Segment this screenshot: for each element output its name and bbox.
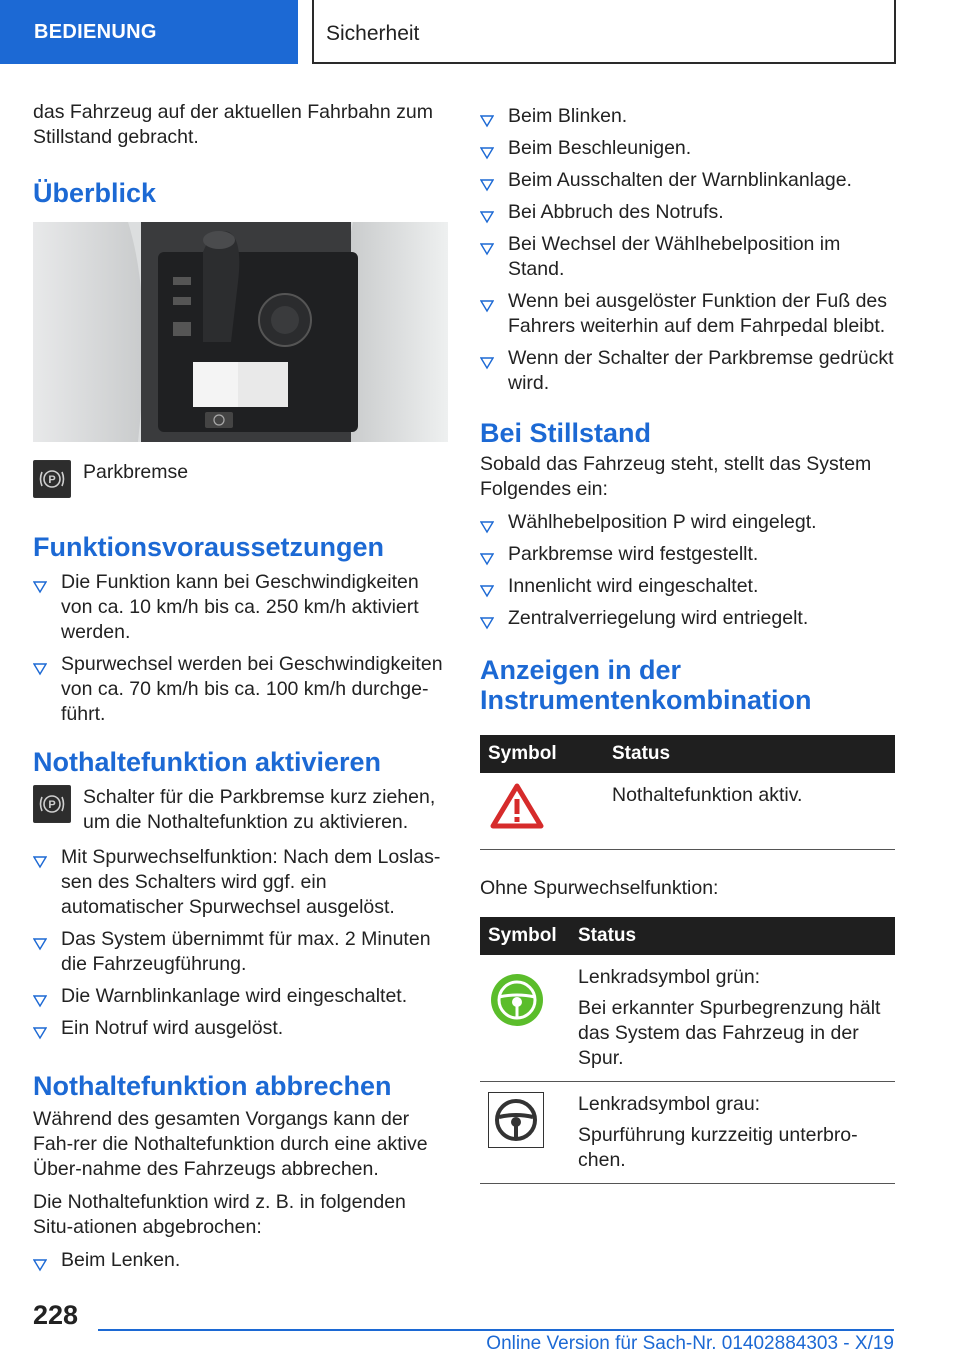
display-heading: Anzeigen in der Instrumentenkombination	[480, 655, 812, 715]
bullet-triangle-icon	[33, 851, 47, 865]
func-heading: Funktionsvoraussetzungen	[33, 532, 385, 562]
center-console-image	[33, 222, 448, 442]
table-row	[480, 955, 895, 1082]
section-tab	[0, 0, 298, 64]
stand-heading: Bei Stillstand	[480, 418, 652, 448]
list-item: Das System übernimmt für max. 2 Minuten die Fahrzeugführung.	[33, 927, 451, 977]
status-table-2	[480, 917, 895, 1184]
column-header-status: Status	[570, 917, 895, 955]
bullet-triangle-icon	[33, 1022, 47, 1036]
chapter-title: Sicherheit	[326, 22, 420, 45]
status-description: Spurführung kurzzeitig unterbro‐chen.	[578, 1123, 858, 1171]
warning-triangle-icon	[490, 783, 544, 829]
list-item: Beim Blinken.	[480, 104, 898, 129]
bullet-triangle-icon	[33, 1254, 47, 1268]
steering-wheel-green-icon	[488, 971, 546, 1029]
table-row	[480, 773, 895, 849]
func-list	[33, 570, 451, 727]
bullet-triangle-icon	[480, 295, 494, 309]
list-item: Mit Spurwechselfunktion: Nach dem Loslas‐sen des Schalters wird ggf. ein automatischer Spurwechsel ausgelöst.	[33, 845, 451, 920]
right-column	[480, 104, 898, 1184]
list-item: Wenn bei ausgelöster Funktion der Fuß des Fahrers weiterhin auf dem Fahrpedal bleibt.	[480, 289, 898, 339]
column-header-status: Status	[604, 735, 895, 773]
activate-list	[33, 845, 451, 1041]
parking-brake-icon	[33, 460, 71, 498]
activate-heading: Nothaltefunktion aktivieren	[33, 747, 382, 777]
status-title: Lenkradsymbol grün:	[578, 965, 761, 988]
bullet-triangle-icon	[480, 238, 494, 252]
table-row	[480, 1081, 895, 1183]
bullet-triangle-icon	[480, 516, 494, 530]
list-item: Beim Beschleunigen.	[480, 136, 898, 161]
cancel-list	[33, 1248, 451, 1273]
svg-text:P: P	[48, 799, 56, 811]
status-description: Bei erkannter Spurbegrenzung hält das System das Fahrzeug in der Spur.	[578, 996, 881, 1069]
list-item: Bei Wechsel der Wählhebelposition im Stand.	[480, 232, 898, 282]
activate-instruction	[33, 785, 451, 835]
bullet-triangle-icon	[33, 933, 47, 947]
bullet-triangle-icon	[480, 142, 494, 156]
left-column	[33, 100, 451, 1280]
status-title: Lenkradsymbol grau:	[578, 1092, 761, 1115]
bullet-triangle-icon	[480, 352, 494, 366]
page-number: 228	[33, 1300, 79, 1330]
status-table-1	[480, 735, 895, 850]
section-title: BEDIENUNG	[34, 20, 157, 43]
overview-heading: Überblick	[33, 178, 157, 208]
list-item: Innenlicht wird eingeschaltet.	[480, 574, 898, 599]
parkbremse-legend	[33, 460, 451, 498]
cancel-list-continued	[480, 104, 898, 396]
intro-text: das Fahrzeug auf der aktuellen Fahrbahn zum Stillstand gebracht.	[33, 101, 433, 148]
parkbremse-label: Parkbremse	[83, 461, 189, 483]
bullet-triangle-icon	[33, 658, 47, 672]
gear-selector-photo	[33, 222, 448, 442]
bullet-triangle-icon	[480, 580, 494, 594]
bullet-triangle-icon	[33, 576, 47, 590]
list-item: Bei Abbruch des Notrufs.	[480, 200, 898, 225]
column-header-symbol: Symbol	[480, 917, 570, 955]
bullet-triangle-icon	[480, 612, 494, 626]
cancel-paragraph-2: Die Nothaltefunktion wird z. B. in folgenden Situ‐ationen abgebrochen:	[33, 1191, 406, 1238]
list-item: Beim Ausschalten der Warnblinkanlage.	[480, 168, 898, 193]
bullet-triangle-icon	[480, 110, 494, 124]
chapter-tab	[312, 0, 896, 64]
list-item: Zentralverriegelung wird entriegelt.	[480, 606, 898, 631]
list-item: Parkbremse wird festgestellt.	[480, 542, 898, 567]
bullet-triangle-icon	[480, 174, 494, 188]
bullet-triangle-icon	[480, 206, 494, 220]
cancel-paragraph-1: Während des gesamten Vorgangs kann der Fah‐rer die Nothaltefunktion durch eine aktive Über‐nahme des Fahrzeugs abbrechen.	[33, 1108, 428, 1180]
footer-divider	[98, 1329, 894, 1331]
bullet-triangle-icon	[480, 548, 494, 562]
cancel-heading: Nothaltefunktion abbrechen	[33, 1071, 392, 1101]
list-item: Beim Lenken.	[33, 1248, 451, 1273]
list-item: Wählhebelposition P wird eingelegt.	[480, 510, 898, 535]
parking-brake-icon	[33, 785, 71, 823]
activate-text: Schalter für die Parkbremse kurz ziehen, um die Nothaltefunktion zu aktivieren.	[83, 786, 436, 833]
column-header-symbol: Symbol	[480, 735, 604, 773]
svg-text:P: P	[48, 474, 56, 486]
stand-list	[480, 510, 898, 631]
online-version-text: Online Version für Sach-Nr. 01402884303 - X/19	[486, 1333, 894, 1354]
list-item: Die Funktion kann bei Geschwindigkeiten von ca. 10 km/h bis ca. 250 km/h aktiviert werden.	[33, 570, 451, 645]
status-cell: Nothaltefunktion aktiv.	[604, 773, 895, 849]
bullet-triangle-icon	[33, 990, 47, 1004]
list-item: Ein Notruf wird ausgelöst.	[33, 1016, 451, 1041]
steering-wheel-grey-icon	[488, 1092, 544, 1148]
list-item: Wenn der Schalter der Parkbremse gedrückt wird.	[480, 346, 898, 396]
stand-paragraph: Sobald das Fahrzeug steht, stellt das System Folgendes ein:	[480, 453, 872, 500]
without-label: Ohne Spurwechselfunktion:	[480, 876, 719, 899]
list-item: Die Warnblinkanlage wird eingeschaltet.	[33, 984, 451, 1009]
list-item: Spurwechsel werden bei Geschwindigkeiten von ca. 70 km/h bis ca. 100 km/h durchge‐führt.	[33, 652, 451, 727]
